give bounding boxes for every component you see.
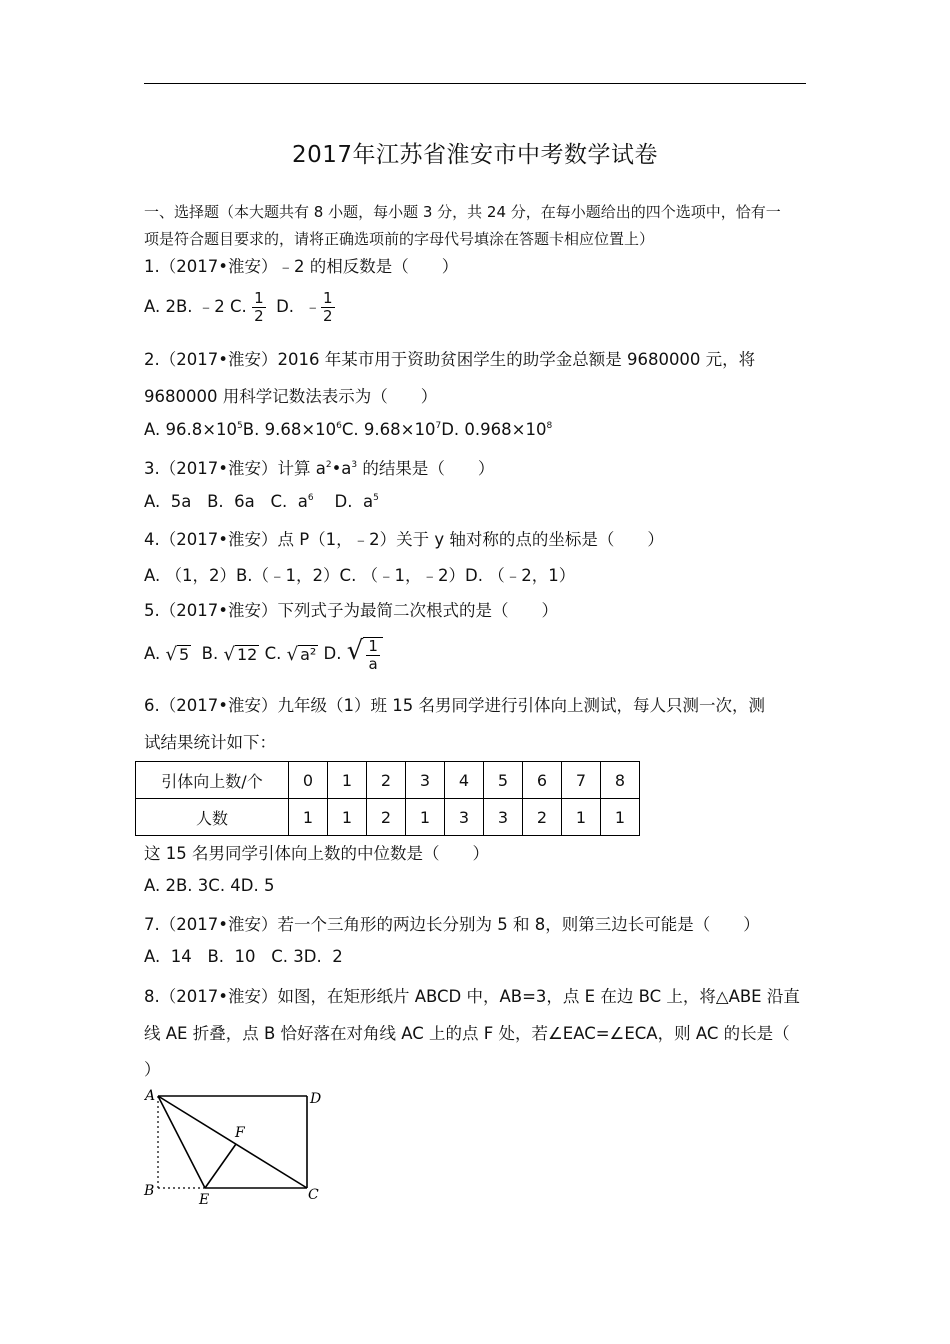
q1-c-denominator: 2	[254, 307, 264, 325]
q3-option-c-exponent: 6	[307, 493, 314, 503]
q2-option-b-exponent: 6	[336, 421, 342, 431]
q1-option-c-fraction	[252, 290, 266, 325]
label-A: A	[145, 1088, 156, 1104]
q1-c-numerator: 1	[254, 289, 264, 307]
table-cell: 2	[367, 762, 406, 799]
q5-options	[144, 636, 383, 673]
section-instructions-line2: 项是符合题目要求的，请将正确选项前的字母代号填涂在答题卡相应位置上）	[144, 230, 655, 248]
q6-stats-table	[135, 761, 640, 836]
q2-option-d: D. 0.968×10	[441, 420, 547, 439]
table-row	[136, 762, 640, 799]
q4-options: A. （1，2）B.（﹣1，2）C. （﹣1，﹣2）D. （﹣2，1）	[144, 566, 576, 585]
q2-options	[144, 420, 552, 439]
q5-option-d: D.	[318, 643, 347, 663]
q3-exponent-1: 2	[325, 460, 332, 470]
q1-d-numerator: 1	[323, 289, 333, 307]
q3-options	[144, 492, 379, 511]
q3-option-d-exponent: 5	[373, 493, 379, 503]
table-cell: 1	[601, 799, 640, 836]
q2-option-b: B. 9.68×10	[242, 420, 337, 439]
table-cell: 2	[523, 799, 562, 836]
q6-options: A. 2B. 3C. 4D. 5	[144, 876, 275, 895]
q5-option-b-sqrt: √ 12	[223, 643, 258, 665]
q6-question: 这 15 名男同学引体向上数的中位数是（ ）	[144, 844, 489, 863]
q3-options-abc: A. 5a B. 6a C. a	[144, 492, 308, 511]
q5-a-radicand: 5	[178, 644, 190, 664]
q7-options: A. 14 B. 10 C. 3D. 2	[144, 947, 343, 966]
q3-exponent-2: 3	[351, 460, 358, 470]
q3-option-d: D. a	[313, 492, 374, 511]
q2-option-a: A. 96.8×10	[144, 420, 238, 439]
q2-option-d-exponent: 8	[546, 421, 553, 431]
q1-option-d: D. ﹣	[265, 297, 322, 316]
q1-option-d-fraction	[321, 290, 335, 325]
q2-option-c: C. 9.68×10	[341, 420, 436, 439]
q8-stem-line2: 线 AE 折叠，点 B 恰好落在对角线 AC 上的点 F 处，若∠EAC=∠ECA，则 AC 的长是（	[144, 1024, 790, 1043]
q4-stem: 4.（2017•淮安）点 P（1，﹣2）关于 y 轴对称的点的坐标是（ ）	[144, 530, 664, 549]
table-cell: 3	[406, 762, 445, 799]
q1-options-ab: A. 2B. ﹣2 C.	[144, 297, 253, 316]
table-cell: 6	[523, 762, 562, 799]
q6-stem-line1: 6.（2017•淮安）九年级（1）班 15 名男同学进行引体向上测试，每人只测一次，测	[144, 696, 765, 715]
label-D: D	[310, 1091, 322, 1107]
q8-stem-line3: ）	[144, 1060, 161, 1079]
table-cell: 5	[484, 762, 523, 799]
table-cell: 1	[406, 799, 445, 836]
q5-b-radicand: 12	[236, 644, 258, 664]
q1-options	[144, 290, 335, 325]
table-cell: 1	[328, 762, 367, 799]
q5-option-c: C.	[259, 643, 287, 663]
table-cell: 3	[445, 799, 484, 836]
q3-stem-pre: 3.（2017•淮安）计算 a	[144, 459, 326, 478]
q5-c-radicand: a²	[300, 644, 317, 664]
table-cell: 8	[601, 762, 640, 799]
table-row	[136, 799, 640, 836]
q5-option-b: B.	[191, 643, 224, 663]
q2-stem-line1: 2.（2017•淮安）2016 年某市用于资助贫困学生的助学金总额是 9680000 元，将	[144, 350, 756, 369]
q5-d-numerator: 1	[368, 636, 378, 655]
q2-option-a-exponent: 5	[237, 421, 243, 431]
q1-d-denominator: 2	[323, 307, 333, 325]
label-B: B	[144, 1183, 155, 1199]
table-cell: 0	[289, 762, 328, 799]
label-C: C	[308, 1187, 319, 1203]
page-title: 2017年江苏省淮安市中考数学试卷	[291, 142, 659, 168]
q3-stem	[144, 455, 494, 479]
q6-stem-line2: 试结果统计如下：	[144, 733, 276, 752]
q5-d-denominator: a	[368, 654, 378, 673]
section-instructions-line1: 一、选择题（本大题共有 8 小题，每小题 3 分，共 24 分，在每小题给出的四个选项中，恰有一	[144, 203, 781, 221]
q5-option-d-sqrt: √ $\frac{1}{a}$	[347, 636, 383, 673]
table-cell: 1	[562, 799, 601, 836]
table-cell: 3	[484, 799, 523, 836]
table-cell: 1	[328, 799, 367, 836]
q5-stem: 5.（2017•淮安）下列式子为最简二次根式的是（ ）	[144, 601, 558, 620]
label-E: E	[199, 1192, 210, 1208]
q5-option-a-sqrt: √ 5	[165, 643, 190, 665]
table-cell: 1	[289, 799, 328, 836]
q7-stem: 7.（2017•淮安）若一个三角形的两边长分别为 5 和 8，则第三边长可能是（ ）	[144, 915, 760, 934]
diagonal-AC	[158, 1096, 307, 1188]
q8-stem-line1: 8.（2017•淮安）如图，在矩形纸片 ABCD 中，AB=3，点 E 在边 BC 上，将△ABE 沿直	[144, 987, 800, 1006]
table-cell: 7	[562, 762, 601, 799]
q5-option-c-sqrt: √ a²	[286, 643, 317, 665]
q1-stem: 1.（2017•淮安）﹣2 的相反数是（ ）	[144, 257, 459, 276]
segment-EF	[205, 1144, 236, 1188]
label-F: F	[235, 1125, 245, 1141]
table-row-label: 人数	[136, 799, 289, 836]
q2-option-c-exponent: 7	[435, 421, 442, 431]
table-cell: 2	[367, 799, 406, 836]
header-rule	[144, 83, 806, 84]
q5-option-a: A.	[144, 643, 166, 663]
q8-rectangle-figure	[140, 1085, 340, 1210]
q3-stem-post: 的结果是（ ）	[357, 459, 495, 478]
table-row-label: 引体向上数/个	[136, 762, 289, 799]
q3-stem-mid: •a	[331, 459, 352, 478]
q2-stem-line2: 9680000 用科学记数法表示为（ ）	[144, 387, 438, 406]
table-cell: 4	[445, 762, 484, 799]
